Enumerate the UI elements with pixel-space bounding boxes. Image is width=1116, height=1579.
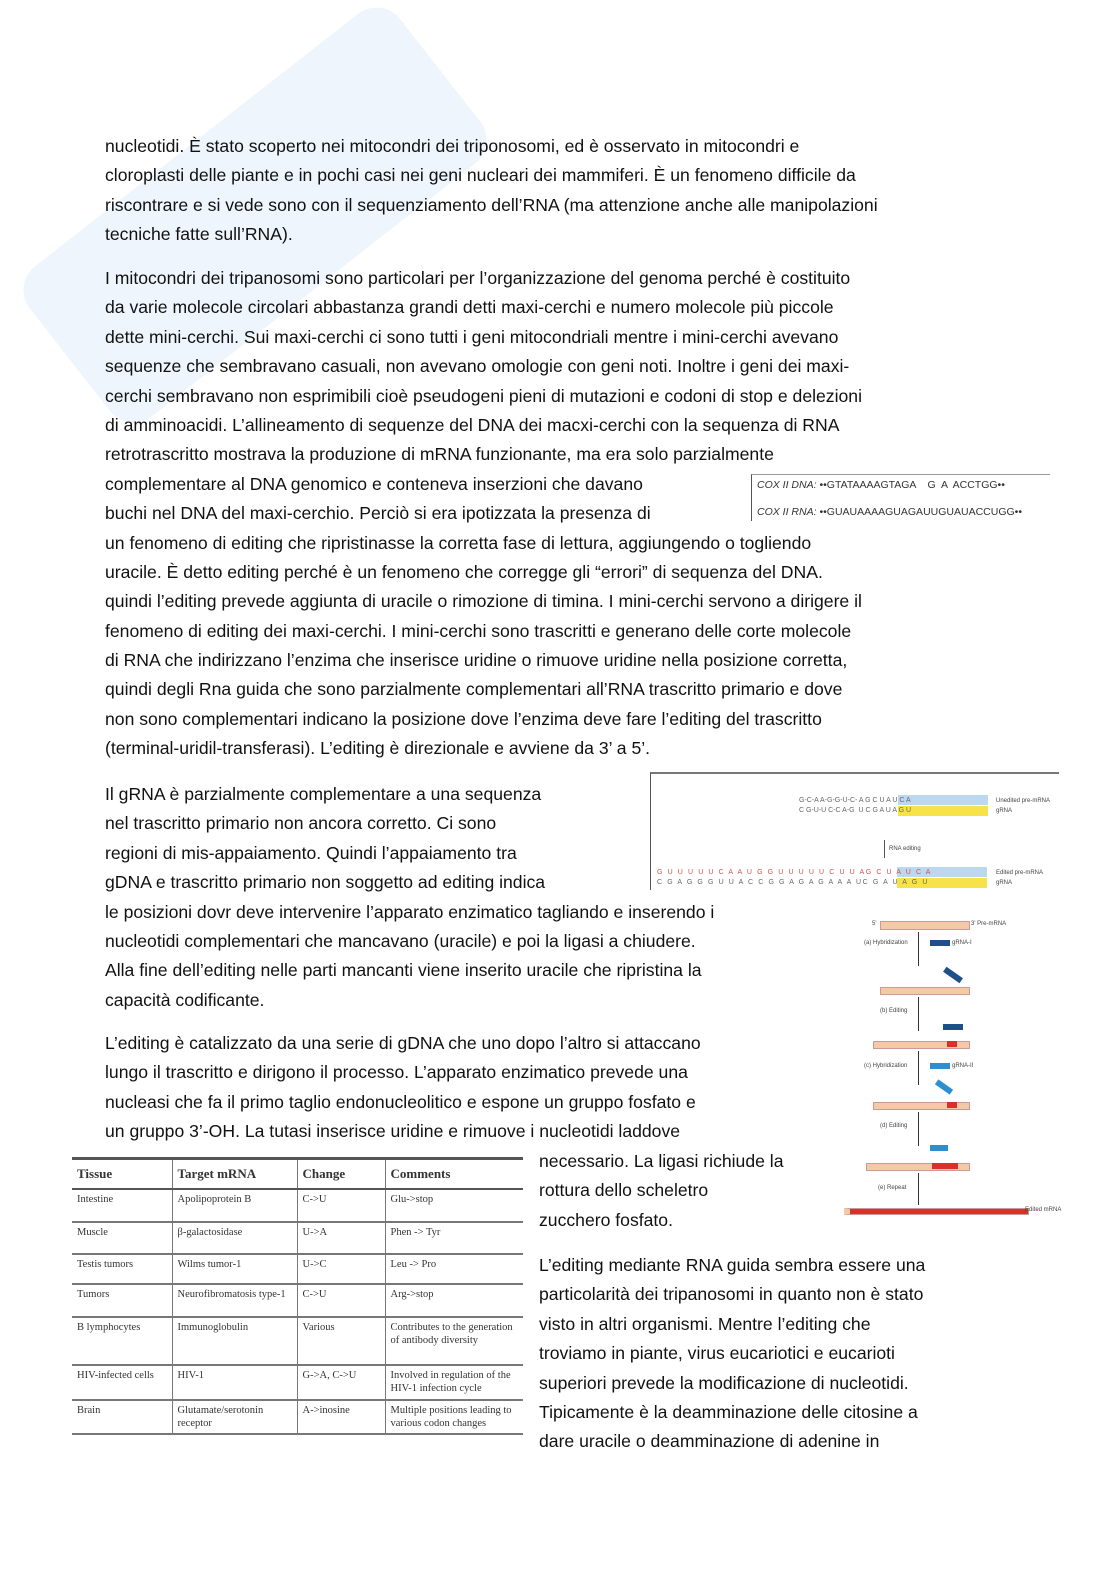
text-line: lungo il trascritto e dirigono il processo. L’apparato enzimatico prevede una — [105, 1062, 688, 1083]
text-line: un fenomeno di editing che ripristinasse la corretta fase di lettura, aggiungendo o togliendo — [105, 532, 812, 553]
table-row — [72, 1189, 523, 1222]
table-row — [72, 1317, 523, 1365]
table-cell: Apolipoprotein B — [172, 1189, 297, 1222]
table-cell: Involved in regulation of the HIV-1 infection cycle — [385, 1365, 523, 1400]
column-header: Tissue — [72, 1159, 172, 1190]
table-cell: Neurofibromatosis type-1 — [172, 1284, 297, 1317]
table-cell: U->A — [297, 1222, 385, 1254]
top-grna: C G-U-U C-C A-G U C G A U A G U — [799, 807, 912, 814]
table-cell: G->A, C->U — [297, 1365, 385, 1400]
step-e-label: (e) Repeat — [878, 1185, 907, 1191]
paragraph-tripanosomi — [105, 264, 862, 764]
bottom-pre-mrna: G U U U U U C A A U G G U U U U U C U U AG C U A U C A — [657, 869, 933, 876]
dna-sequence: ••GTATAAAAGTAGA G A ACCTGG•• — [819, 479, 1005, 491]
table-row — [72, 1222, 523, 1254]
step-a-label: (a) Hybridization — [864, 940, 908, 946]
bottom-grna: C G A G G G U U A C C G G A G A G A A A UC G A U A G U — [657, 879, 929, 886]
text-line: da varie molecole circolari abbastanza grandi detti maxi-cerchi e numero molecole più piccole — [105, 297, 834, 318]
table-cell: Tumors — [72, 1284, 172, 1317]
paragraph-catalysis — [105, 1029, 701, 1147]
table-row — [72, 1254, 523, 1284]
dna-label: COX II DNA: — [757, 479, 817, 491]
table-cell: A->inosine — [297, 1400, 385, 1434]
text-line: regioni di mis-appaiamento. Quindi l’appaiamento tra — [105, 842, 517, 863]
grna2-bound — [935, 1079, 953, 1094]
arrow-d — [918, 1112, 919, 1146]
table-cell: Testis tumors — [72, 1254, 172, 1284]
table-cell: Various — [297, 1317, 385, 1365]
text-line: I mitocondri dei tripanosomi sono particolari per l’organizzazione del genoma perché è costituito — [105, 268, 851, 288]
table-cell: Muscle — [72, 1222, 172, 1254]
text-line: L’editing è catalizzato da una serie di gDNA che uno dopo l’altro si attaccano — [105, 1033, 701, 1053]
table-cell: Arg->stop — [385, 1284, 523, 1317]
edited-segment-3 — [932, 1163, 958, 1169]
pre-mrna-bar — [880, 921, 970, 930]
text-line: dare uracile o deamminazione di adenine in — [539, 1431, 880, 1452]
text-line: complementare al DNA genomico e conteneva inserzioni che davano — [105, 473, 643, 494]
arrow-c — [918, 1051, 919, 1085]
text-line: Alla fine dell’editing nelle parti mancanti viene inserito uracile che ripristina la — [105, 960, 702, 981]
text-line: superiori prevede la modificazione di nucleotidi. — [539, 1372, 909, 1393]
text-line: di RNA che indirizzano l’enzima che inserisce uridine o rimuove uridine nella posizione corretta, — [105, 650, 848, 671]
grna-highlight — [898, 806, 988, 816]
table-cell: Brain — [72, 1400, 172, 1434]
unedited-label: Unedited pre-mRNA — [996, 798, 1051, 804]
text-line: nel trascritto primario non ancora corretto. Ci sono — [105, 813, 497, 834]
text-line: capacità codificante. — [105, 989, 265, 1010]
edited-segment-1 — [947, 1041, 957, 1047]
grna2-bar — [930, 1063, 950, 1069]
text-line: fenomeno di editing dei maxi-cerchi. I mini-cerchi sono trascritti e generano delle corte molecole — [105, 620, 852, 641]
text-line: buchi nel DNA del maxi-cerchio. Perciò si era ipotizzata la presenza di — [105, 503, 651, 524]
edited-segment-2 — [947, 1102, 957, 1108]
step-c-label: (c) Hybridization — [864, 1063, 908, 1069]
paragraph-rna-guide — [539, 1251, 925, 1457]
table-cell: HIV-infected cells — [72, 1365, 172, 1400]
edited-mrna-label: Edited mRNA — [1025, 1207, 1062, 1213]
text-line: sequenze che sembravano casuali, non avevano omologie con geni noti. Inoltre i geni dei maxi- — [105, 356, 850, 377]
grna-pairing-figure — [650, 772, 1059, 890]
grna1-bound — [943, 967, 963, 983]
text-line: cloroplasti delle piante e in pochi casi nei geni nucleari dei mammiferi. È un fenomeno difficile da — [105, 165, 856, 186]
grna-label-bottom: gRNA — [996, 880, 1013, 886]
table-cell: C->U — [297, 1284, 385, 1317]
arrow-e — [918, 1173, 919, 1205]
edited-mrna-bar — [844, 1208, 1029, 1215]
edited-label: Edited pre-mRNA — [996, 870, 1044, 876]
table-cell: Glutamate/serotonin receptor — [172, 1400, 297, 1434]
table-cell: U->C — [297, 1254, 385, 1284]
table-row — [72, 1400, 523, 1434]
text-line: zucchero fosfato. — [539, 1209, 673, 1230]
paragraph-catalysis-cont — [539, 1147, 784, 1235]
text-line: particolarità dei tripanosomi in quanto non è stato — [539, 1284, 924, 1305]
text-line: visto in altri organismi. Mentre l’editing che — [539, 1313, 871, 1334]
text-line: un gruppo 3’-OH. La tutasi inserisce uridine e rimuove i nucleotidi laddove — [105, 1121, 681, 1142]
editing-label: RNA editing — [889, 846, 921, 852]
grna1-bar — [930, 940, 950, 946]
column-header: Comments — [385, 1159, 523, 1190]
table-cell: Multiple positions leading to various codon changes — [385, 1400, 523, 1434]
text-line: troviamo in piante, virus eucariotici e eucarioti — [539, 1343, 895, 1364]
top-pre-mrna: G-C-A A-G-G-U-C- A G C U A U C A — [799, 797, 911, 804]
text-line: quindi l’editing prevede aggiunta di uracile o rimozione di timina. I mini-cerchi servono a dirigere il — [105, 591, 862, 612]
table-row — [72, 1365, 523, 1400]
table-cell: Contributes to the generation of antibody diversity — [385, 1317, 523, 1365]
table-row — [72, 1284, 523, 1317]
grna1-paired — [943, 1024, 963, 1030]
table-cell: Immunoglobulin — [172, 1317, 297, 1365]
table-cell: Leu -> Pro — [385, 1254, 523, 1284]
paragraph-grna — [105, 780, 714, 1015]
five-prime-label: 5' — [872, 921, 877, 927]
text-line: nucleotidi complementari che mancavano (uracile) e poi la ligasi a chiudere. — [105, 930, 696, 951]
text-line: rottura dello scheletro — [539, 1180, 709, 1201]
table-cell: β-galactosidase — [172, 1222, 297, 1254]
text-line: le posizioni dovr deve intervenire l’apparato enzimatico tagliando e inserendo i — [105, 901, 715, 922]
arrow-a — [918, 932, 919, 966]
text-line: di amminoacidi. L’allineamento di sequenze del DNA dei macxi-cerchi con la sequenza di RNA — [105, 414, 840, 435]
grna1-label: gRNA-I — [952, 940, 972, 946]
table-cell: Glu->stop — [385, 1189, 523, 1222]
table-cell: Phen -> Tyr — [385, 1222, 523, 1254]
editing-arrow — [884, 840, 885, 858]
text-line: cerchi sembravano non esprimibili cioè pseudogeni pieni di mutazioni e codoni di stop e delezioni — [105, 385, 862, 406]
text-line: Il gRNA è parzialmente complementare a una sequenza — [105, 784, 542, 804]
text-line: dette mini-cerchi. Sui maxi-cerchi ci sono tutti i geni mitocondriali mentre i mini-cerchi avevano — [105, 326, 839, 347]
table-cell: B lymphocytes — [72, 1317, 172, 1365]
table-cell: C->U — [297, 1189, 385, 1222]
table-header-row — [72, 1159, 523, 1190]
text-line: (terminal-uridil-transferasi). L’editing è direzionale e avviene da 3’ a 5’. — [105, 738, 651, 759]
column-header: Change — [297, 1159, 385, 1190]
table-cell: Intestine — [72, 1189, 172, 1222]
text-line: necessario. La ligasi richiude la — [539, 1151, 784, 1171]
text-line: quindi degli Rna guida che sono parzialmente complementari all’RNA trascritto primario e dove — [105, 679, 843, 700]
pre-mrna-label: 3' Pre-mRNA — [971, 921, 1007, 927]
text-line: Tipicamente è la deamminazione delle citosine a — [539, 1401, 918, 1422]
grna2-label: gRNA-II — [952, 1063, 974, 1069]
step-d-label: (d) Editing — [880, 1123, 908, 1129]
column-header: Target mRNA — [172, 1159, 297, 1190]
text-line: nucleasi che fa il primo taglio endonucleolitico e espone un gruppo fosfato e — [105, 1091, 696, 1112]
table-cell: HIV-1 — [172, 1365, 297, 1400]
pre-mrna-highlight — [898, 795, 988, 805]
grna-label-top: gRNA — [996, 808, 1013, 814]
text-line: nucleotidi. È stato scoperto nei mitocondri dei triponosomi, ed è osservato in mitocondri e — [105, 136, 800, 156]
text-line: gDNA e trascritto primario non soggetto ad editing indica — [105, 872, 546, 893]
cox-ii-figure — [751, 474, 1050, 521]
text-line: uracile. È detto editing perché è un fenomeno che corregge gli “errori” di sequenza del DNA. — [105, 561, 823, 582]
text-line: riscontrare e si vede sono con il sequenziamento dell’RNA (ma attenzione anche alle manipolazioni — [105, 194, 878, 215]
arrow-b — [918, 997, 919, 1031]
paragraph-intro — [105, 132, 878, 250]
rna-label: COX II RNA: — [757, 506, 817, 518]
text-line: retrotrascritto mostrava la produzione di mRNA funzionante, ma era solo parzialmente — [105, 444, 774, 465]
step-b-label: (b) Editing — [880, 1008, 908, 1014]
text-line: tecniche fatte sull’RNA). — [105, 224, 293, 245]
editing-steps-diagram — [840, 910, 1070, 1215]
grna2-paired — [930, 1145, 948, 1151]
rna-sequence: ••GUAUAAAAGUAGAUUGUAUACCUGG•• — [819, 506, 1023, 518]
mrna-bar-2 — [880, 987, 970, 995]
text-line: non sono complementari indicano la posizione dove l’enzima deve fare l’editing del trascritto — [105, 708, 822, 729]
text-line: L’editing mediante RNA guida sembra essere una — [539, 1255, 926, 1275]
rna-editing-table — [72, 1157, 523, 1435]
table-cell: Wilms tumor-1 — [172, 1254, 297, 1284]
